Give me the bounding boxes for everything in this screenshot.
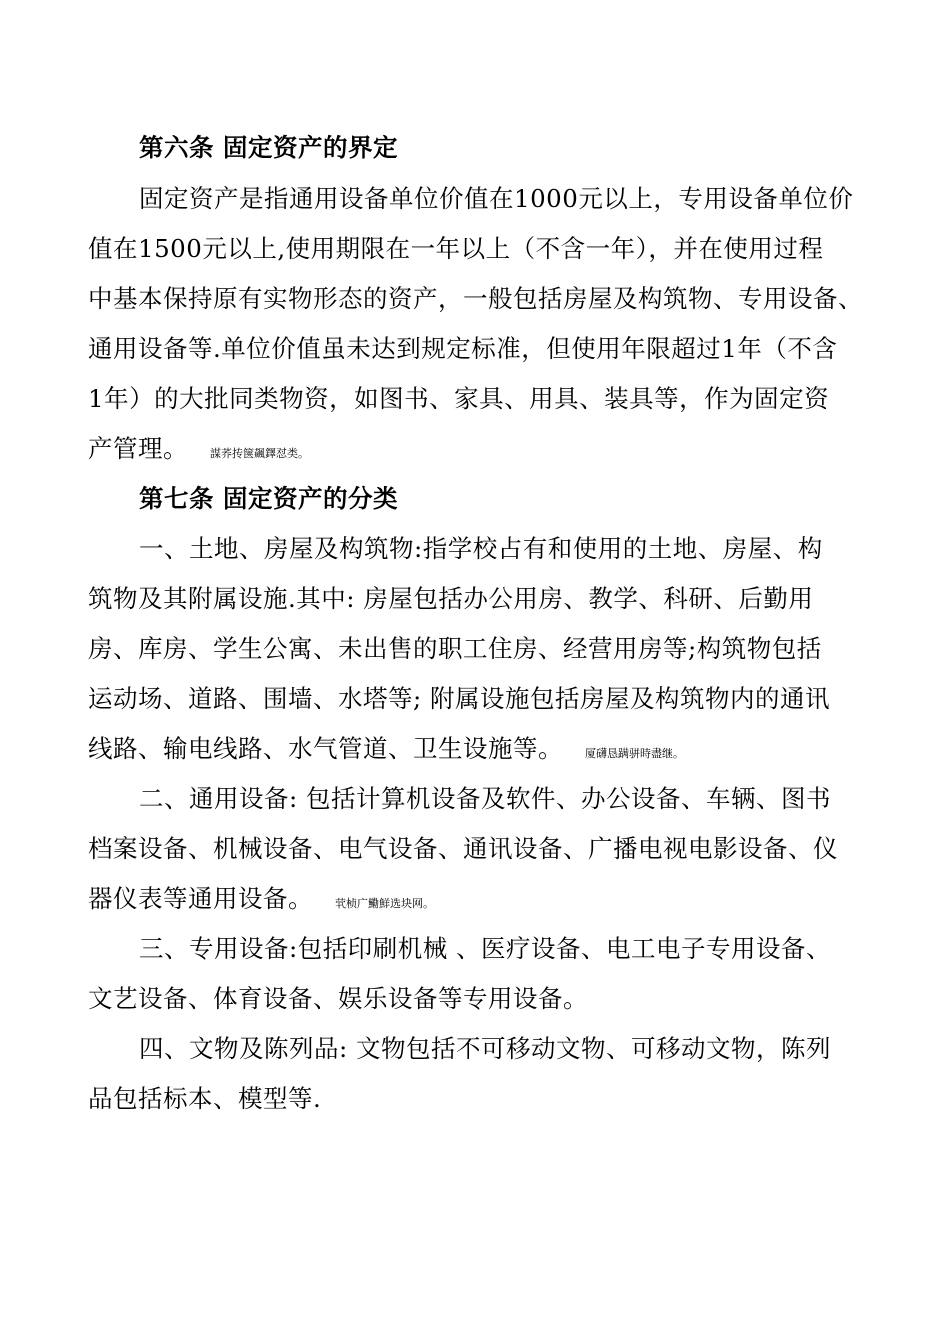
paragraph-line: 值在1500元以上,使用期限在一年以上（不含一年），并在使用过程 [88, 234, 824, 263]
paragraph-line: 1年）的大批同类物资，如图书、家具、用具、装具等，作为固定资 [88, 384, 830, 413]
paragraph-line: 品包括标本、模型等. [88, 1084, 322, 1113]
paragraph-text: 器仪表等通用设备。 [88, 884, 313, 913]
paragraph-line: 文艺设备、体育设备、娱乐设备等专用设备。 [88, 984, 588, 1013]
paragraph-line: 档案设备、机械设备、电气设备、通讯设备、广播电视电影设备、仪 [88, 834, 838, 863]
inline-note: 茕桢广鰳鮮选块网。 [335, 897, 434, 910]
inline-note: 謀荞抟箧飆鐸怼类。 [210, 447, 309, 460]
paragraph-line-with-note [88, 732, 684, 771]
paragraph-line: 中基本保持原有实物形态的资产，一般包括房屋及构筑物、专用设备、 [88, 284, 863, 313]
paragraph-line-with-note [88, 882, 434, 921]
paragraph-line: 通用设备等.单位价值虽未达到规定标准，但使用年限超过1年（不含 [88, 334, 838, 363]
paragraph-line: 运动场、道路、围墙、水塔等; 附属设施包括房屋及构筑物内的通讯 [88, 684, 831, 713]
paragraph-line: 筑物及其附属设施.其中: 房屋包括办公用房、教学、科研、后勤用 [88, 584, 814, 613]
section-heading-6: 第六条 固定资产的界定 [139, 133, 399, 162]
paragraph-line: 二、通用设备: 包括计算机设备及软件、办公设备、车辆、图书 [139, 784, 832, 813]
paragraph-line-with-note [88, 432, 309, 471]
paragraph-text: 线路、输电线路、水气管道、卫生设施等。 [88, 734, 563, 763]
paragraph-line: 三、专用设备:包括印刷机械 、医疗设备、电工电子专用设备、 [139, 934, 832, 963]
paragraph-line: 房、库房、学生公寓、未出售的职工住房、经营用房等;构筑物包括 [88, 634, 822, 663]
inline-note: 厦礴恳蹒骈時盡继。 [585, 747, 684, 760]
paragraph-text: 产管理。 [88, 434, 188, 463]
paragraph-line: 一、土地、房屋及构筑物:指学校占有和使用的土地、房屋、构 [139, 534, 823, 563]
section-heading-7: 第七条 固定资产的分类 [139, 484, 399, 513]
paragraph-line: 四、文物及陈列品: 文物包括不可移动文物、可移动文物，陈列 [139, 1034, 832, 1063]
paragraph-line: 固定资产是指通用设备单位价值在1000元以上，专用设备单位价 [139, 184, 854, 213]
